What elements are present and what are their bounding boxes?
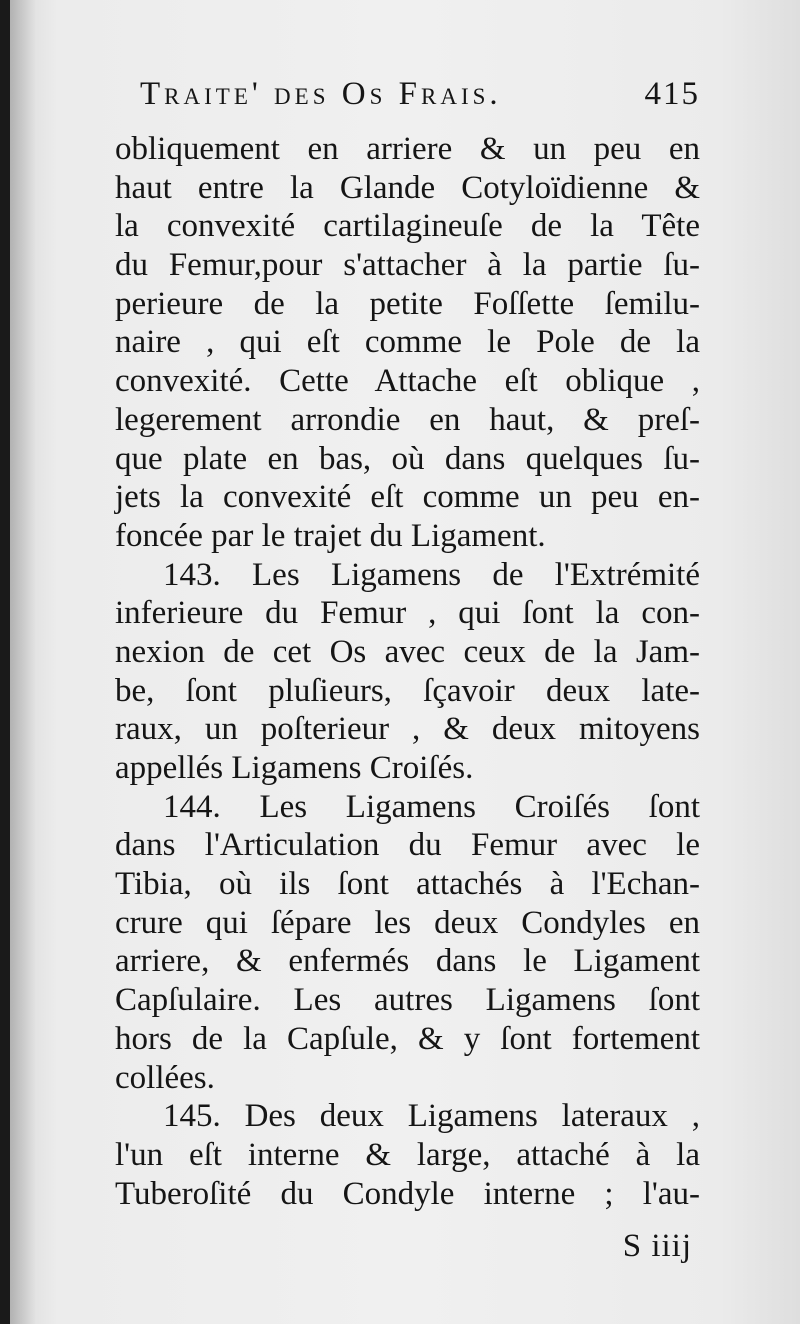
text-line: Tibia, où ils ſont attachés à l'Echan- — [115, 866, 700, 903]
text-line: Tuberoſité du Condyle interne ; l'au- — [115, 1175, 700, 1212]
text-line: legerement arrondie en haut, & preſ- — [115, 401, 700, 438]
text-line: Capſulaire. Les autres Ligamens ſont — [115, 982, 700, 1019]
text-line: arriere, & enfermés dans le Ligament — [115, 943, 700, 980]
text-line: perieure de la petite Foſſette ſemilu- — [115, 285, 700, 322]
paragraph-start-145: 145. Des deux Ligamens lateraux , — [163, 1098, 700, 1135]
text-line: collées. — [115, 1059, 215, 1096]
text-line: inferieure du Femur , qui ſont la con- — [115, 595, 700, 632]
running-title: Traite' des Os Frais. — [140, 76, 502, 112]
text-line: foncée par le trajet du Ligament. — [115, 517, 546, 554]
text-line: obliquement en arriere & un peu en — [115, 131, 700, 167]
text-line: jets la convexité eſt comme un peu en- — [115, 479, 700, 516]
text-line: appellés Ligamens Croiſés. — [115, 750, 474, 786]
signature-mark: S iiij — [622, 1228, 692, 1264]
text-line: crure qui ſépare les deux Condyles en — [115, 904, 700, 941]
text-line: convexité. Cette Attache eſt oblique , — [115, 363, 700, 400]
text-line: du Femur,pour s'attacher à la partie ſu- — [115, 247, 700, 284]
text-line: nexion de cet Os avec ceux de la Jam- — [115, 633, 700, 670]
text-line: que plate en bas, où dans quelques ſu- — [115, 440, 700, 477]
paragraph-start-144: 144. Les Ligamens Croiſés ſont — [163, 788, 700, 825]
book-page — [10, 0, 800, 1324]
text-line: hors de la Capſule, & y ſont fortement — [115, 1020, 700, 1057]
text-line: raux, un poſterieur , & deux mitoyens — [115, 711, 700, 748]
text-line: haut entre la Glande Cotyloïdienne & — [115, 169, 700, 206]
gutter-shadow — [10, 0, 36, 1324]
text-line: be, ſont pluſieurs, ſçavoir deux late- — [115, 672, 700, 709]
text-line: dans l'Articulation du Femur avec le — [115, 827, 700, 864]
text-line: naire , qui eſt comme le Pole de la — [115, 324, 700, 361]
running-head — [140, 76, 700, 126]
paragraph-start-143: 143. Les Ligamens de l'Extrémité — [163, 556, 700, 593]
text-line: l'un eſt interne & large, attaché à la — [115, 1136, 700, 1173]
text-line: la convexité cartilagineuſe de la Tête — [115, 208, 700, 245]
text-block — [115, 130, 700, 1213]
page-number: 415 — [644, 76, 700, 112]
